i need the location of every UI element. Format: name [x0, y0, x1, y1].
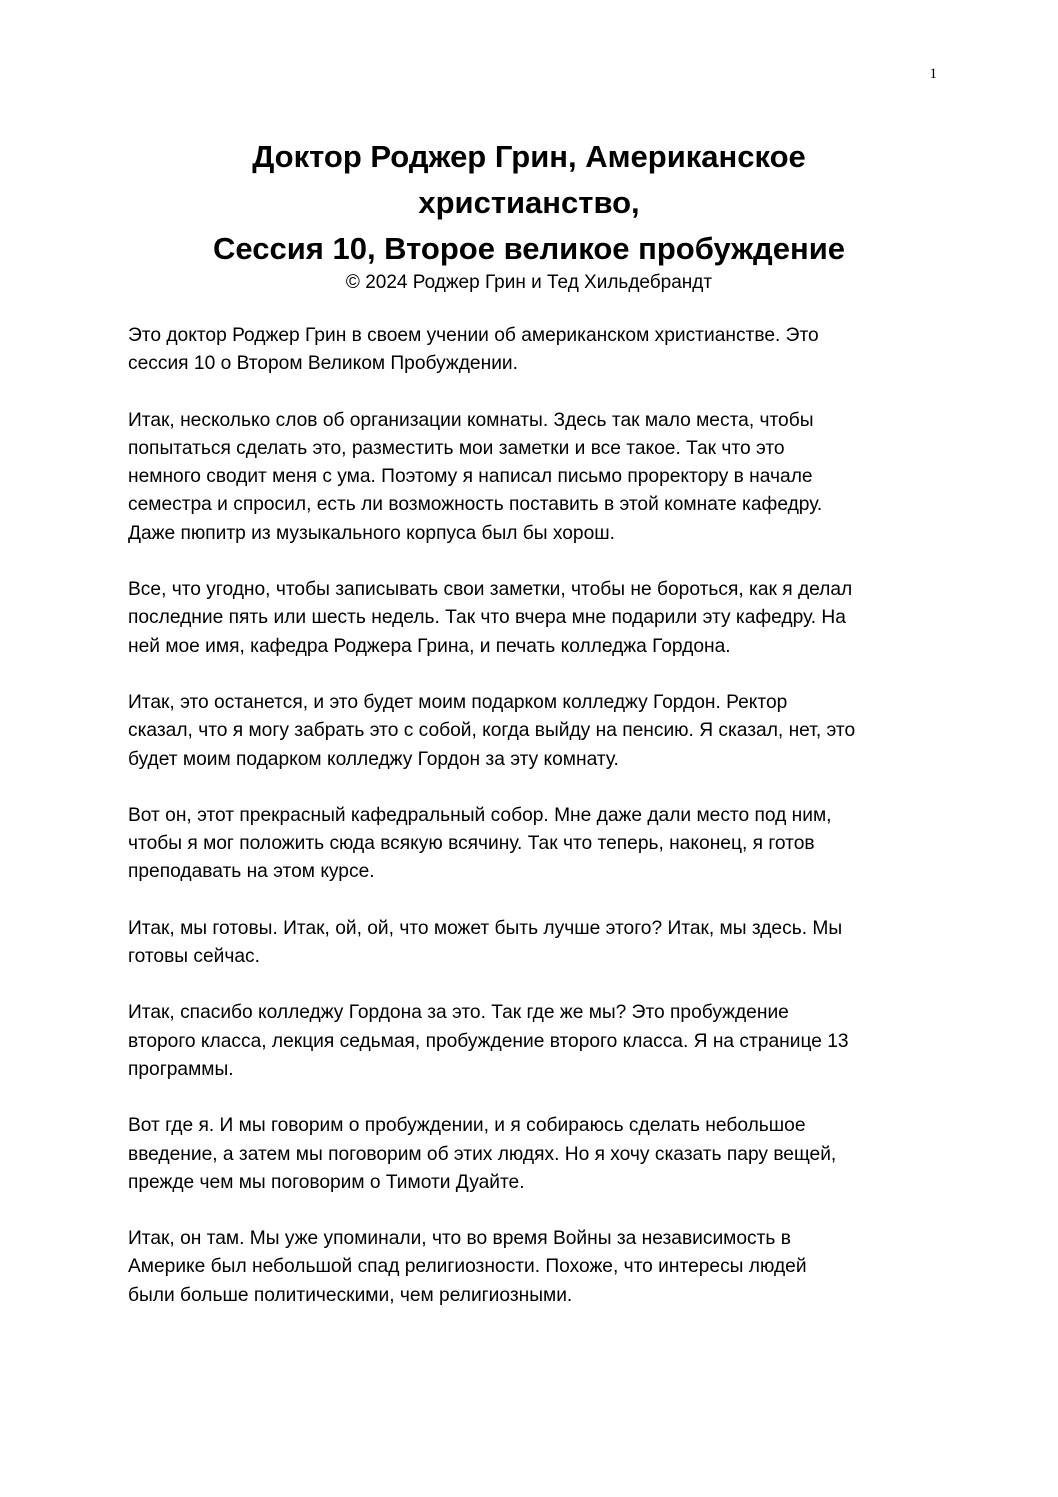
- title-line: Сессия 10, Второе великое пробуждение: [213, 231, 845, 266]
- paragraph: [128, 999, 940, 1084]
- text-line: семестра и спросил, есть ли возможность поставить в этой комнате кафедру.: [128, 494, 823, 516]
- text-line: Итак, несколько слов об организации комнаты. Здесь так мало места, чтобы: [128, 409, 814, 431]
- text-line: Даже пюпитр из музыкального корпуса был бы хорош.: [128, 522, 615, 544]
- paragraph: [128, 576, 940, 661]
- text-line: Итак, это останется, и это будет моим подарком колледжу Гордон. Ректор: [128, 691, 788, 713]
- paragraph: [128, 407, 940, 548]
- paragraph: [128, 322, 940, 379]
- text-line: Все, что угодно, чтобы записывать свои заметки, чтобы не бороться, как я делал: [128, 579, 853, 601]
- text-line: были больше политическими, чем религиозными.: [128, 1284, 573, 1306]
- paragraph: [128, 689, 940, 774]
- paragraph: [128, 802, 940, 887]
- text-line: ней мое имя, кафедра Роджера Грина, и печать колледжа Гордона.: [128, 635, 731, 657]
- text-line: попытаться сделать это, разместить мои заметки и все такое. Так что это: [128, 437, 785, 459]
- paragraph: [128, 1112, 940, 1197]
- copyright-notice: © 2024 Роджер Грин и Тед Хильдебрандт: [345, 272, 713, 293]
- text-line: чтобы я мог положить сюда всякую всячину. Так что теперь, наконец, я готов: [128, 833, 815, 855]
- paragraph: [128, 915, 940, 972]
- text-line: последние пять или шесть недель. Так что вчера мне подарили эту кафедру. На: [128, 607, 846, 629]
- text-line: программы.: [128, 1058, 234, 1080]
- text-line: Итак, мы готовы. Итак, ой, ой, что может быть лучше этого? Итак, мы здесь. Мы: [128, 917, 843, 939]
- text-line: прежде чем мы поговорим о Тимоти Дуайте.: [128, 1171, 525, 1193]
- paragraph: [128, 1225, 940, 1310]
- text-line: Итак, спасибо колледжу Гордона за это. Так где же мы? Это пробуждение: [128, 1002, 789, 1024]
- text-line: сказал, что я могу забрать это с собой, когда выйду на пенсию. Я сказал, нет, это: [128, 720, 856, 742]
- document-body: [128, 322, 940, 1338]
- text-line: введение, а затем мы поговорим об этих людях. Но я хочу сказать пару вещей,: [128, 1143, 837, 1165]
- text-line: Вот где я. И мы говорим о пробуждении, и я собираюсь сделать небольшое: [128, 1115, 806, 1137]
- document-header: [80, 134, 978, 297]
- title-line: христианство,: [418, 185, 640, 220]
- text-line: будет моим подарком колледжу Гордон за эту комнату.: [128, 748, 619, 770]
- text-line: Америке был небольшой спад религиозности. Похоже, что интересы людей: [128, 1256, 807, 1278]
- text-line: преподавать на этом курсе.: [128, 861, 375, 883]
- text-line: второго класса, лекция седьмая, пробуждение второго класса. Я на странице 13: [128, 1030, 849, 1052]
- title-line: Доктор Роджер Грин, Американское: [252, 139, 806, 174]
- text-line: сессия 10 о Втором Великом Пробуждении.: [128, 353, 518, 375]
- page-number: 1: [929, 66, 937, 82]
- text-line: Это доктор Роджер Грин в своем учении об американском христианстве. Это: [128, 325, 819, 346]
- text-line: готовы сейчас.: [128, 946, 260, 968]
- text-line: Итак, он там. Мы уже упоминали, что во время Войны за независимость в: [128, 1228, 791, 1250]
- text-line: немного сводит меня с ума. Поэтому я написал письмо проректору в начале: [128, 466, 813, 488]
- text-line: Вот он, этот прекрасный кафедральный собор. Мне даже дали место под ним,: [128, 804, 832, 826]
